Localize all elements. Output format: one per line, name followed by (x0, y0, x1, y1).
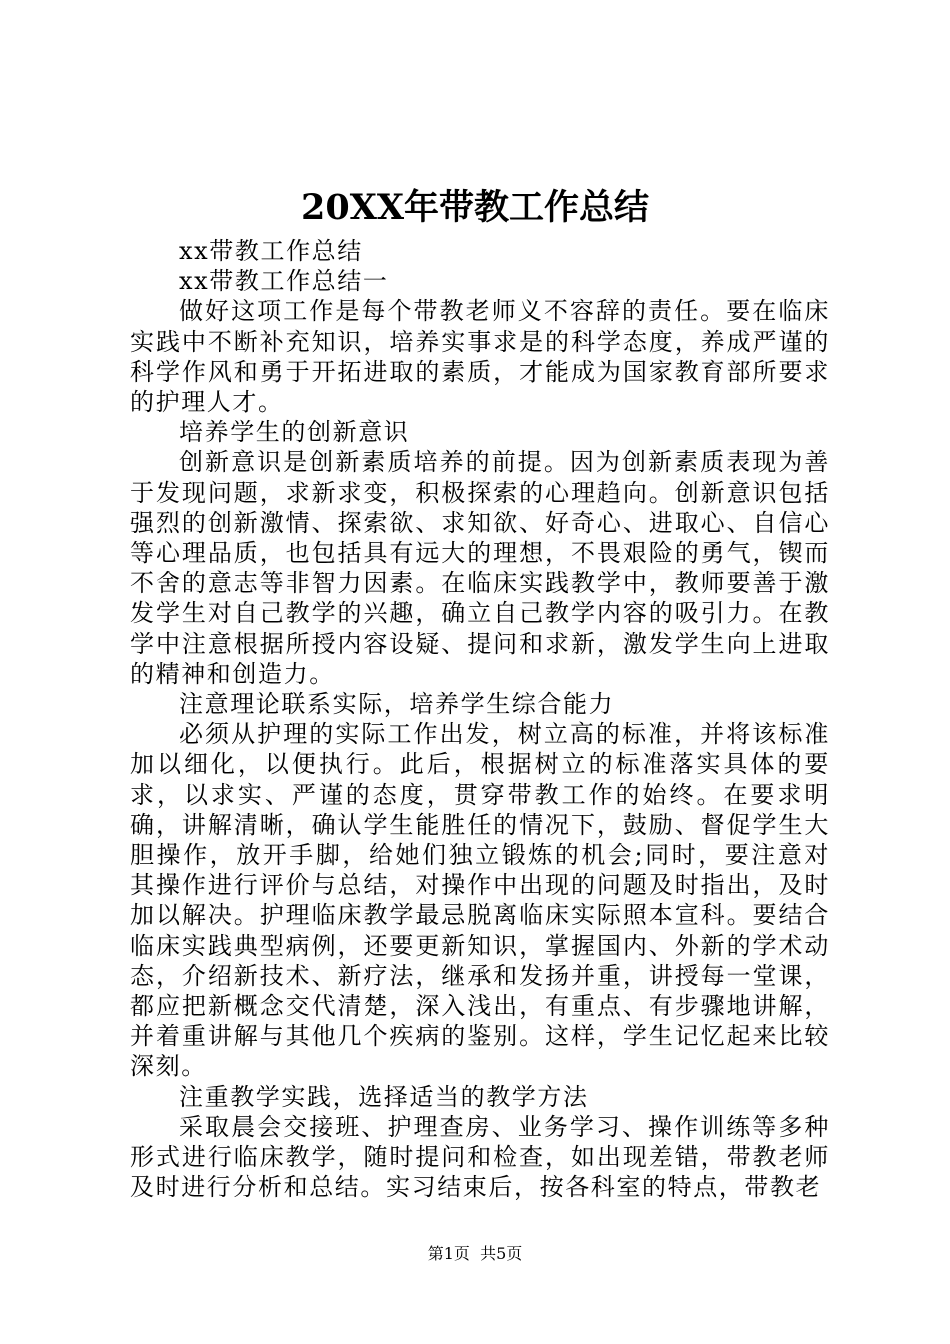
document-title: 20XX年带教工作总结 (300, 187, 650, 228)
page-footer (0, 1243, 950, 1265)
section-heading: 注重教学实践，选择适当的教学方法 (179, 1082, 589, 1111)
section-heading: 培养学生的创新意识 (179, 418, 410, 447)
section-heading: 注意理论联系实际，培养学生综合能力 (179, 690, 615, 719)
document-body (130, 236, 830, 1203)
paragraph: 必须从护理的实际工作出发，树立高的标准，并将该标准加以细化，以便执行。此后，根据树立的标准落实具体的要求，以求实、严谨的态度，贯穿带教工作的始终。在要求明确，讲解清晰，确认学生能胜任的情况下，鼓励、督促学生大胆操作，放开手脚，给她们独立锻炼的机会;同时，要注意对其操作进行评价与总结，对操作中出现的问题及时指出，及时加以解决。护理临床教学最忌脱离临床实际照本宣科。要结合临床实践典型病例，还要更新知识，掌握国内、外新的学术动态，介绍新技术、新疗法，继承和发扬并重，讲授每一堂课，都应把新概念交代清楚，深入浅出，有重点、有步骤地讲解，并着重讲解与其他几个疾病的鉴别。这样，学生记忆起来比较深刻。 (130, 720, 830, 1081)
paragraph-heading: xx带教工作总结 (179, 237, 363, 265)
paragraph: 采取晨会交接班、护理查房、业务学习、操作训练等多种形式进行临床教学，随时提问和检查，如出现差错，带教老师及时进行分析和总结。实习结束后，按各科室的特点，带教老 (130, 1112, 830, 1202)
paragraph: 创新意识是创新素质培养的前提。因为创新素质表现为善于发现问题，求新求变，积极探索的心理趋向。创新意识包括强烈的创新激情、探索欲、求知欲、好奇心、进取心、自信心等心理品质，也包括具有远大的理想，不畏艰险的勇气，锲而不舍的意志等非智力因素。在临床实践教学中，教师要善于激发学生对自己教学的兴趣，确立自己教学内容的吸引力。在教学中注意根据所授内容设疑、提问和求新，激发学生向上进取的精神和创造力。 (130, 448, 830, 688)
paragraph: 做好这项工作是每个带教老师义不容辞的责任。要在临床实践中不断补充知识，培养实事求是的科学态度，养成严谨的科学作风和勇于开拓进取的素质，才能成为国家教育部所要求的护理人才。 (130, 297, 830, 417)
page-total: 共5页 (480, 1244, 523, 1263)
page-number: 第1页 (427, 1244, 470, 1263)
paragraph-subheading: xx带教工作总结一 (179, 267, 389, 296)
